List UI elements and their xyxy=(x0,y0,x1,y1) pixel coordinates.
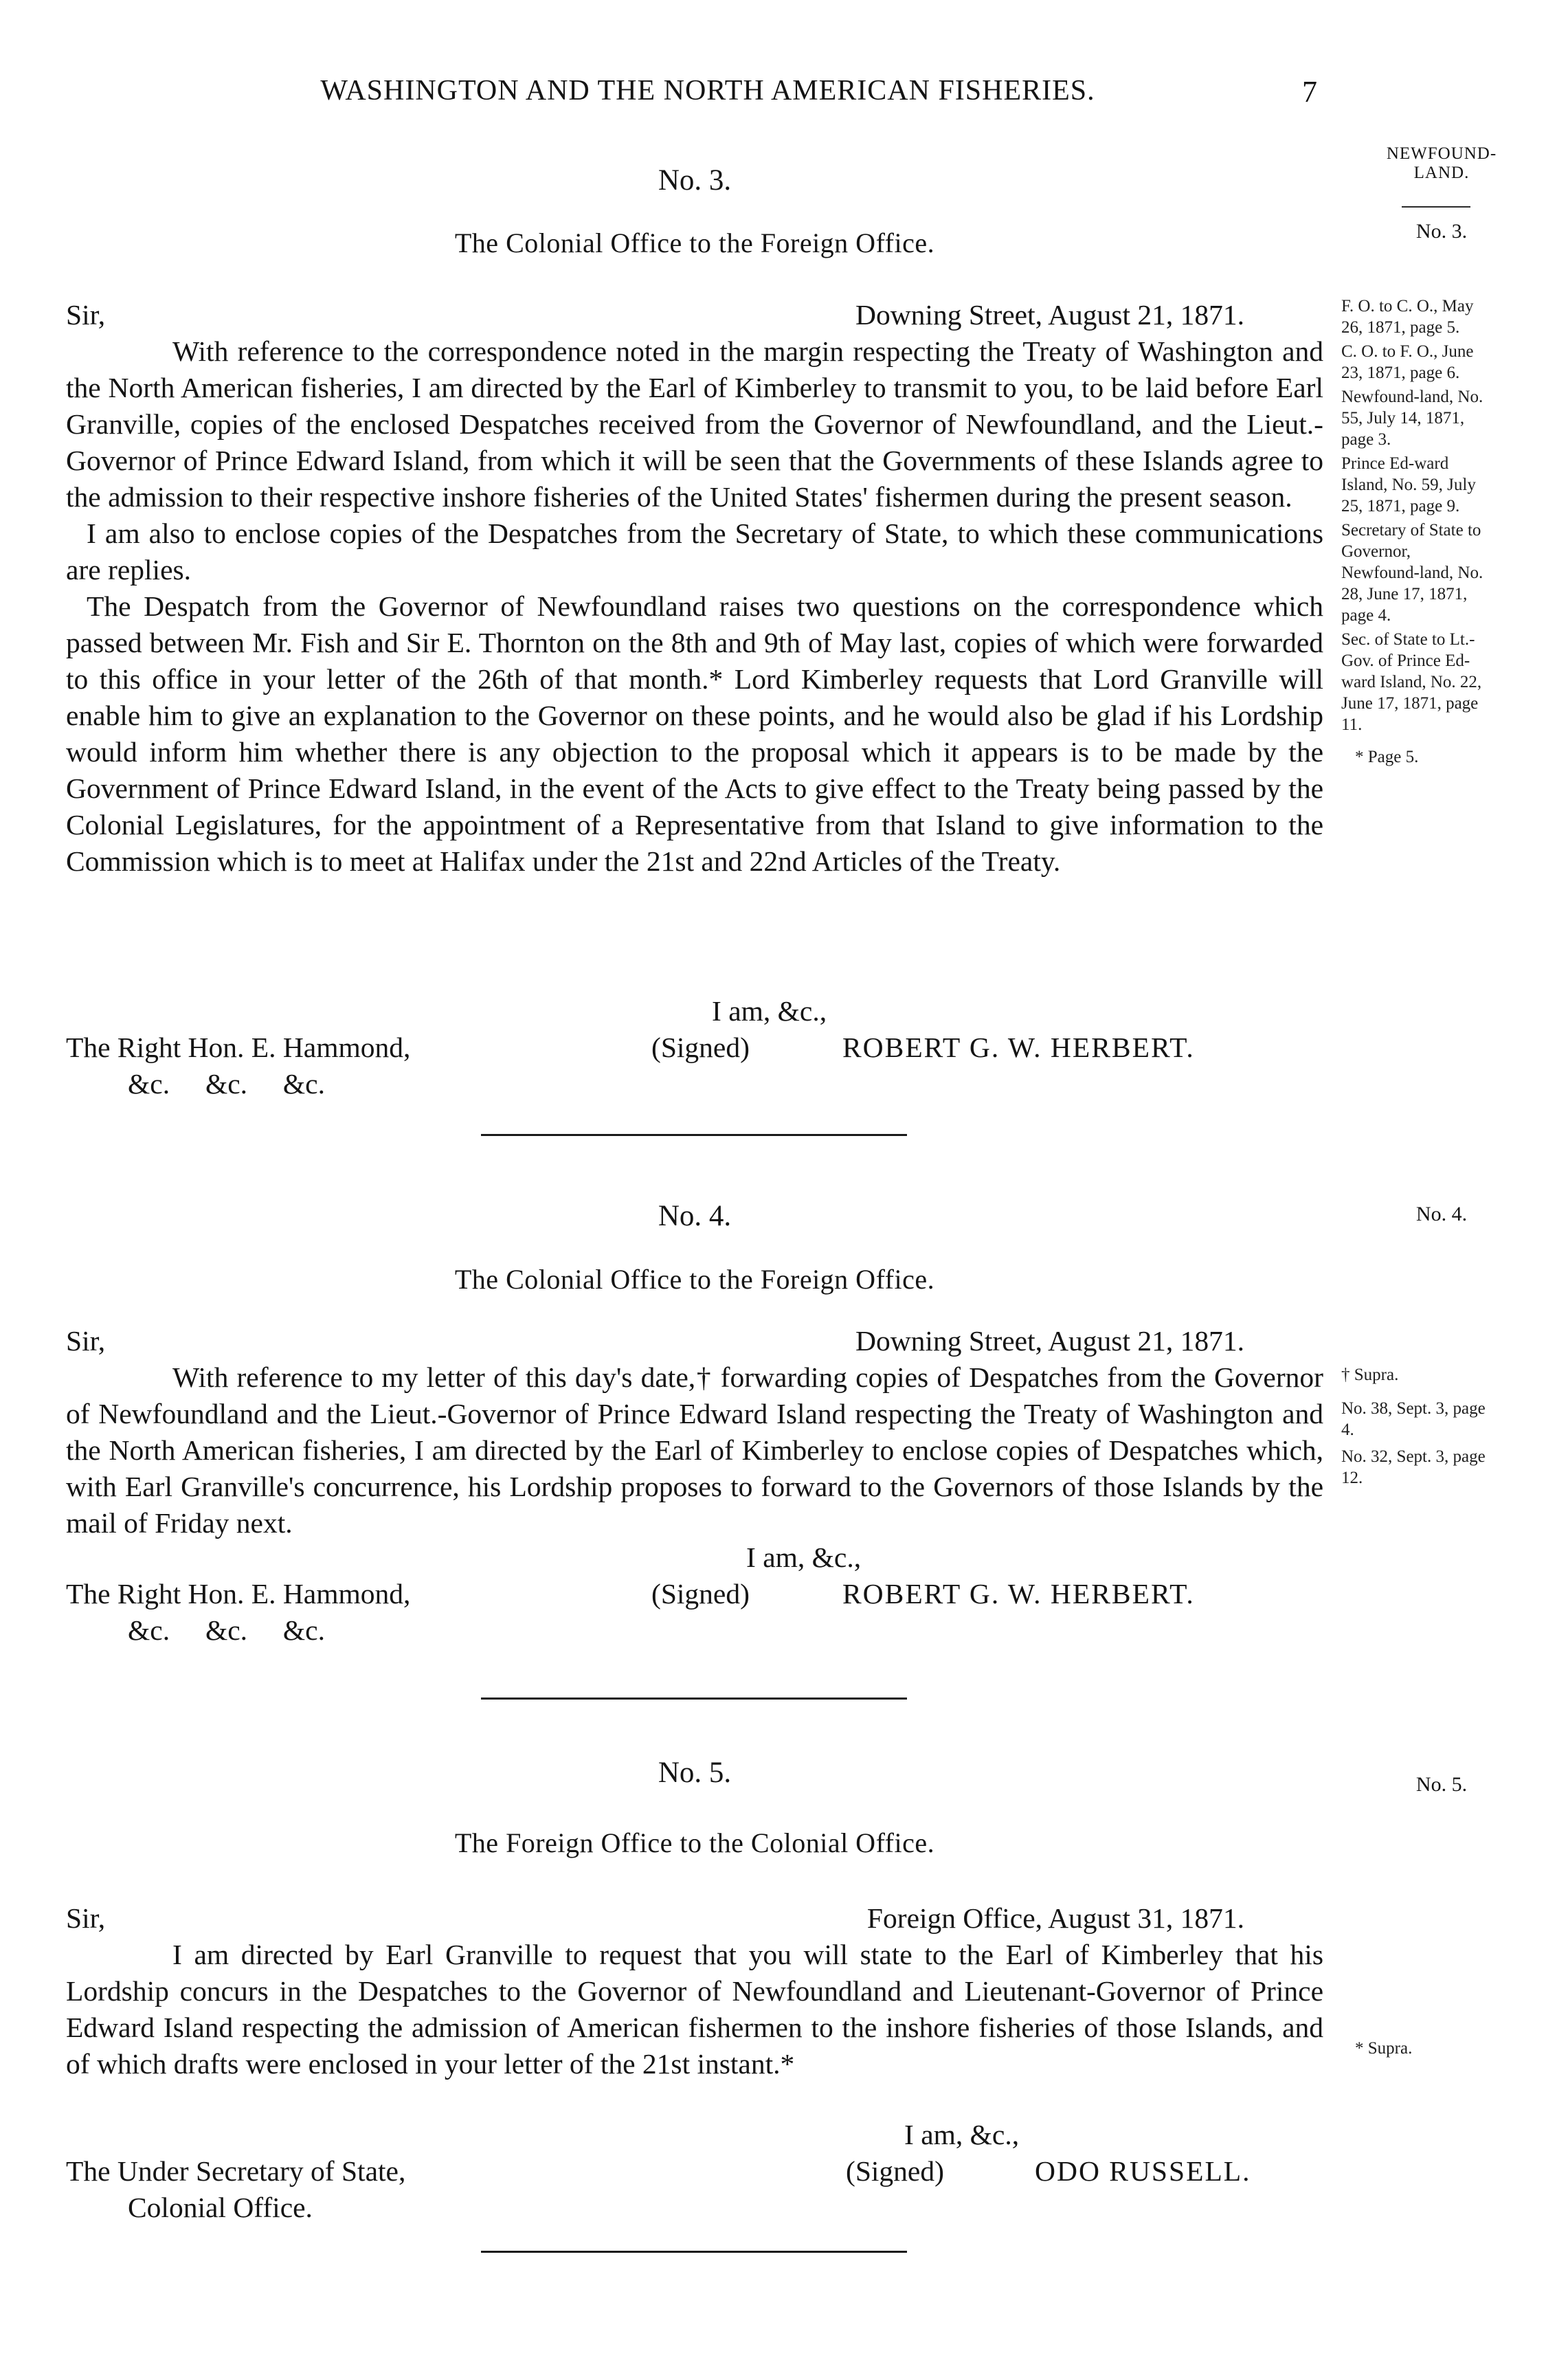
salutation-row xyxy=(66,297,1323,333)
margin-note: C. O. to F. O., June 23, 1871, page 6. xyxy=(1341,342,1474,382)
salutation: Sir, xyxy=(66,299,106,331)
section-divider xyxy=(481,1134,907,1136)
letter-body xyxy=(66,1359,1323,1541)
section-divider xyxy=(481,1697,907,1700)
paragraph: With reference to the correspondence noted in the margin respecting the Treaty of Washington and the North American fisheries, I am directed by the Earl of Kimberley to transmit to you, to be laid before Earl Granville, copies of the enclosed Despatches received from the Governor of Newfoundland, and the Lieut.-Governor of Prince Edward Island, from which it will be seen that the Governments of these Islands agree to the admission to their respective inshore fisheries of the United States' fishermen during the present season. xyxy=(66,335,1323,513)
recipient: The Right Hon. E. Hammond, xyxy=(66,1032,411,1063)
margin-notes xyxy=(1341,1364,1547,1491)
margin-section-label-bottom: LAND. xyxy=(1413,164,1470,182)
signed-label: (Signed) xyxy=(651,1032,750,1063)
title-join: to the xyxy=(672,1827,751,1858)
salutation-row xyxy=(66,1900,1323,1937)
margin-note: Newfound-land, No. 55, July 14, 1871, page 3. xyxy=(1341,388,1483,449)
margin-letter-number: No. 4. xyxy=(1415,1203,1468,1225)
title-to: Foreign Office. xyxy=(760,1264,935,1295)
letter-number: No. 5. xyxy=(658,1757,732,1789)
title-from: The Colonial Office xyxy=(454,227,682,258)
title-join: to the xyxy=(682,227,761,258)
paragraph: I am directed by Earl Granville to request that you will state to the Earl of Kimberley that his Lordship concurs in the Despatches to the Governor of Newfoundland and Lieutenant-Governor of Prince Edward Island respecting the admission of American fishermen to the inshore fisheries of those Islands, and of which drafts were enclosed in your letter of the 21st instant.* xyxy=(66,1939,1323,2080)
margin-footnote: * Page 5. xyxy=(1355,748,1419,766)
margin-notes xyxy=(1341,296,1547,770)
title-from: The Foreign Office xyxy=(454,1827,673,1858)
signer-name: ROBERT G. W. HERBERT. xyxy=(842,1032,1195,1063)
closing: I am, &c., xyxy=(904,2119,1020,2150)
margin-section-label-top: NEWFOUND- xyxy=(1386,144,1497,163)
letter-body xyxy=(66,333,1323,880)
paragraph: The Despatch from the Governor of Newfoundland raises two questions on the correspondence which passed between Mr. Fish and Sir E. Thornton on the 8th and 9th of May last, copies of which were forwarded to this office in your letter of the 26th of that month.* Lord Kimberley requests that Lord Granville will enable him to give an explanation to the Governor on these points, and he would also be glad if his Lordship would inform him whether there is any objection to the proposal which it appears is to be made by the Government of Prince Edward Island, in the event of the Acts to give effect to the Treaty being passed by the Colonial Legislatures, for the appointment of a Representative from that Island to give information to the Commission which is to meet at Halifax under the 21st and 22nd Articles of the Treaty. xyxy=(66,590,1323,877)
running-title: WASHINGTON AND THE NORTH AMERICAN FISHERIES. xyxy=(320,75,1095,107)
place-date: Downing Street, August 21, 1871. xyxy=(855,299,1244,331)
margin-section-label xyxy=(1345,144,1538,183)
signed-label: (Signed) xyxy=(846,2155,944,2187)
letter-title xyxy=(66,227,1323,259)
margin-footnote: * Supra. xyxy=(1355,2039,1413,2058)
page-number: 7 xyxy=(1302,75,1317,109)
margin-note: Prince Ed-ward Island, No. 59, July 25, 1871, page 9. xyxy=(1341,454,1476,515)
place-date: Downing Street, August 21, 1871. xyxy=(855,1325,1244,1357)
signature-block xyxy=(66,1539,1323,1649)
signature-block xyxy=(66,993,1323,1117)
section-divider xyxy=(481,2251,907,2253)
letter-number: No. 3. xyxy=(658,164,732,197)
recipient: The Right Hon. E. Hammond, xyxy=(66,1578,411,1610)
closing: I am, &c., xyxy=(746,1541,862,1573)
title-to: Foreign Office. xyxy=(760,227,935,258)
place-date: Foreign Office, August 31, 1871. xyxy=(866,1902,1244,1934)
margin-notes xyxy=(1341,2038,1547,2062)
signer-name: ROBERT G. W. HERBERT. xyxy=(842,1578,1195,1610)
title-from: The Colonial Office xyxy=(454,1264,682,1295)
margin-note: Secretary of State to Governor, Newfound-land, No. 28, June 17, 1871, page 4. xyxy=(1341,521,1483,625)
salutation-row xyxy=(66,1323,1323,1359)
margin-note: No. 38, Sept. 3, page 4. xyxy=(1341,1399,1486,1439)
margin-section-rule xyxy=(1402,206,1470,208)
etc-line: &c. &c. &c. xyxy=(128,1614,325,1646)
recipient: The Under Secretary of State, xyxy=(66,2155,406,2187)
signer-name: ODO RUSSELL. xyxy=(1035,2155,1251,2187)
margin-note: Sec. of State to Lt.-Gov. of Prince Ed-ward Island, No. 22, June 17, 1871, page 11. xyxy=(1341,630,1482,734)
salutation: Sir, xyxy=(66,1902,106,1934)
signature-block xyxy=(66,2117,1323,2234)
letter-title xyxy=(66,1263,1323,1295)
salutation: Sir, xyxy=(66,1325,106,1357)
letter-body xyxy=(66,1937,1323,2082)
etc-line: &c. &c. &c. xyxy=(128,1068,325,1100)
margin-letter-number: No. 3. xyxy=(1415,220,1468,243)
title-join: to the xyxy=(682,1264,761,1295)
letter-number: No. 4. xyxy=(658,1200,732,1232)
closing: I am, &c., xyxy=(712,995,827,1027)
signed-label: (Signed) xyxy=(651,1578,750,1610)
margin-letter-number: No. 5. xyxy=(1415,1773,1468,1796)
margin-note: F. O. to C. O., May 26, 1871, page 5. xyxy=(1341,297,1474,337)
letter-title xyxy=(66,1827,1323,1859)
paragraph: I am also to enclose copies of the Despatches from the Secretary of State, to which these communications are replies. xyxy=(66,517,1323,586)
recipient-line-2: Colonial Office. xyxy=(128,2192,313,2223)
title-to: Colonial Office. xyxy=(750,1827,935,1858)
margin-note: † Supra. xyxy=(1341,1366,1399,1384)
margin-note: No. 32, Sept. 3, page 12. xyxy=(1341,1447,1486,1487)
paragraph: With reference to my letter of this day's date,† forwarding copies of Despatches from the Governor of Newfoundland and the Lieut.-Governor of Prince Edward Island respecting the Treaty of Washington and the North American fisheries, I am directed by the Earl of Kimberley to enclose copies of Despatches which, with Earl Granville's concurrence, his Lordship proposes to forward to the Governors of those Islands by the mail of Friday next. xyxy=(66,1361,1323,1539)
